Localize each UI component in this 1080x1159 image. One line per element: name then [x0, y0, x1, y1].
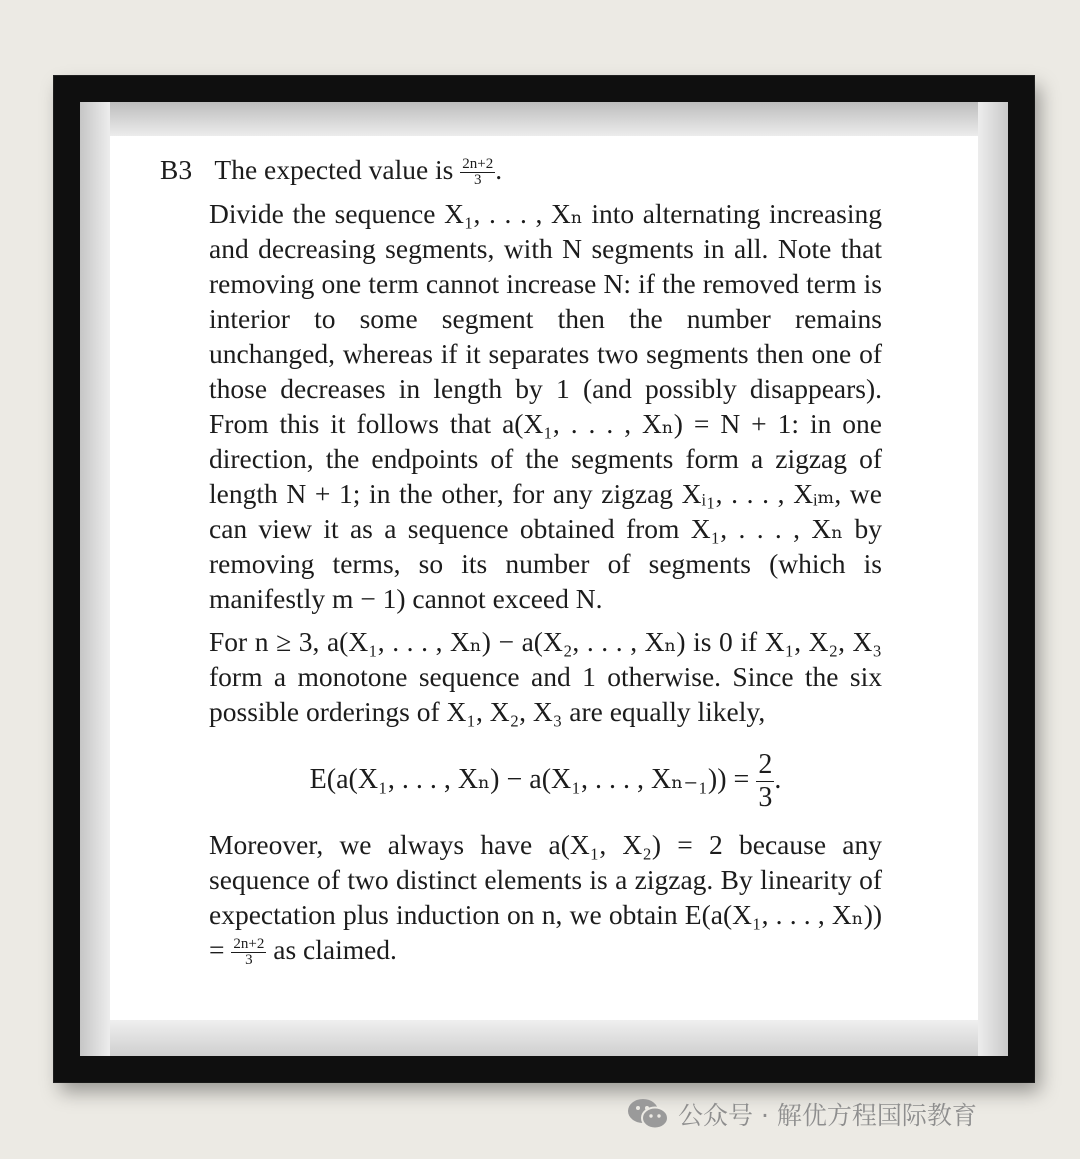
conclusion-fraction [231, 937, 266, 968]
problem-label: B3 [160, 154, 193, 185]
conclusion-numerator: 2n+2 [233, 936, 265, 953]
answer-fraction [460, 157, 495, 188]
answer-suffix: . [495, 154, 503, 185]
problem-heading [160, 152, 882, 188]
frame-bevel-right [978, 102, 1008, 1056]
answer-denominator: 3 [474, 172, 482, 189]
paragraph-monotone: For n ≥ 3, a(X₁, . . . , Xₙ) − a(X₂, . . . , Xₙ) is 0 if X₁, X₂, X₃ form a monotone sequence and 1 otherwise. Since the six possible orderings of X₁, X₂, X₃ are equally likely, [209, 626, 882, 728]
paragraph-segments: Divide the sequence X₁, . . . , Xₙ into alternating increasing and decreasing segments, with N segments in all. Note that removing one term cannot increase N: if the removed term is interior to some segment then the number remains unchanged, whereas if it separates two segments then one of those decreases in length by 1 (and possibly disappears). From this it follows that a(X₁, . . . , Xₙ) = N + 1: in one direction, the endpoints of the segments form a zigzag of length N + 1; in the other, for any zigzag Xᵢ₁, . . . , Xᵢₘ, we can view it as a sequence obtained from X₁, . . . , Xₙ by removing terms, so its number of segments (which is manifestly m − 1) cannot exceed N. [209, 198, 882, 615]
watermark-text: 公众号 · 解优方程国际教育 [678, 1101, 977, 1130]
solution-text [160, 152, 882, 968]
wechat-icon [626, 1096, 670, 1132]
display-numerator: 2 [758, 749, 773, 781]
answer-numerator: 2n+2 [462, 156, 494, 173]
frame-bevel-bottom [80, 1020, 1008, 1056]
display-equation [209, 747, 882, 813]
conclusion-denominator: 3 [245, 952, 253, 969]
frame-bevel-top [80, 102, 1008, 136]
answer-prefix: The expected value is [214, 154, 454, 185]
frame-bevel-left [80, 102, 110, 1056]
display-denominator: 3 [758, 782, 773, 814]
conclusion-suffix: as claimed. [273, 934, 397, 966]
conclusion-formula: E(a(X₁, . . . , Xₙ)) = [209, 899, 883, 966]
paragraph-conclusion [209, 827, 882, 968]
display-lhs: E(a(X₁, . . . , Xₙ) − a(X₁, . . . , Xₙ₋₁)) = [309, 764, 750, 796]
display-suffix: . [774, 764, 782, 796]
watermark [626, 1094, 1046, 1134]
display-fraction [756, 751, 774, 812]
conclusion-text: Moreover, we always have a(X₁, X₂) = 2 because any sequence of two distinct elements is a zigzag. By linearity of expectation plus induction on n, we obtain [209, 829, 882, 931]
